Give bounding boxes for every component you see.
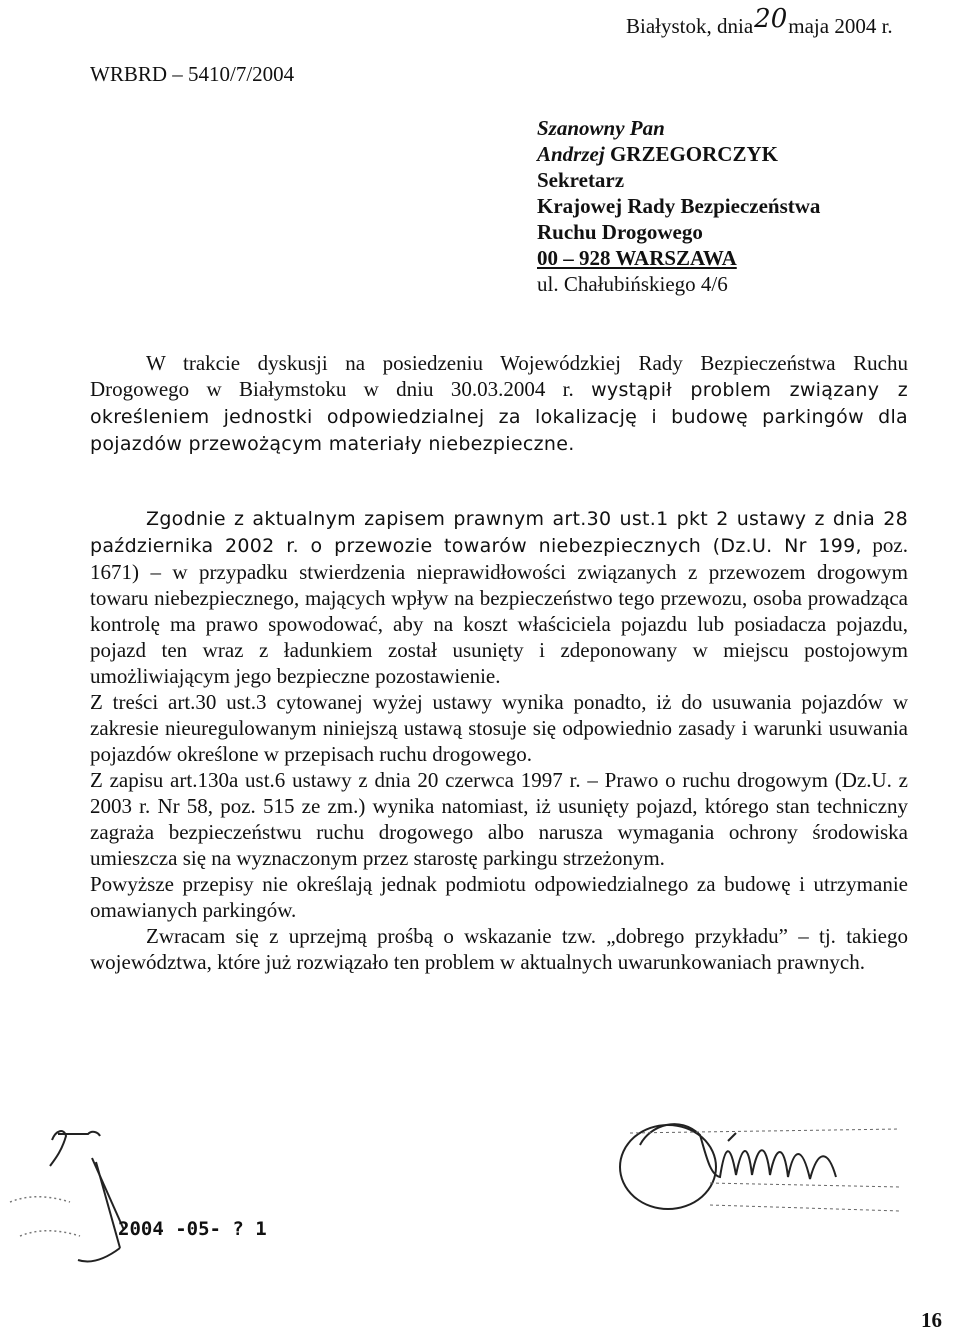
- salutation: Szanowny Pan: [537, 116, 665, 140]
- addressee-role: Sekretarz: [537, 168, 625, 192]
- date-month-year: maja 2004 r.: [788, 14, 893, 38]
- paragraph-6: Zwracam się z uprzejmą prośbą o wskazanie tzw. „dobrego przykładu” – tj. takiego województwa, które już rozwiązało ten problem w aktualnych uwarunkowaniach prawnych.: [90, 924, 908, 974]
- paragraph-2-part1: Zgodnie z aktualnym zapisem prawnym art.30 ust.1 pkt 2 ustawy z dnia 28 października 2002 r. o przewozie towarów niebezpiecznych (Dz.U. Nr 199,: [90, 508, 908, 557]
- handwritten-day: 20: [754, 4, 788, 34]
- addressee-org-line2: Ruchu Drogowego: [537, 220, 703, 244]
- first-name: Andrzej: [537, 142, 605, 166]
- paragraph-1-part1: W trakcie dyskusji na posiedzeniu Wojewódzkiej Rady Bezpieczeństwa Ruchu Drogowego w Białymstoku w dniu 30.03.2004 r.: [90, 351, 908, 401]
- paragraph-1: [90, 350, 908, 457]
- paragraph-4: Z zapisu art.130a ust.6 ustawy z dnia 20 czerwca 1997 r. – Prawo o ruchu drogowym (Dz.U. z 2003 r. Nr 58, poz. 515 ze zm.) wynika natomiast, iż usunięty pojazd, którego stan techniczny zagraża bezpieczeństwu ruchu drogowego albo narusza wymagania ochrony środowiska umieszcza się na wyznaczonym przez starostę parkingu strzeżonym.: [90, 768, 908, 870]
- signature-stamp-graphic: [610, 1105, 910, 1225]
- reference-number: WRBRD – 5410/7/2004: [90, 62, 295, 86]
- page-number: 16: [921, 1308, 942, 1332]
- letter-date: [626, 4, 893, 40]
- letter-body: [90, 505, 908, 975]
- paragraph-2: [90, 505, 908, 689]
- paragraph-3: Z treści art.30 ust.3 cytowanej wyżej ustawy wynika ponadto, iż do usuwania pojazdów w zakresie nieuregulowanym niniejszą ustawą stosuje się odpowiednio zasady i warunki usuwania pojazdów określone w przepisach ruchu drogowego.: [90, 690, 908, 766]
- addressee-org-line1: Krajowej Rady Bezpieczeństwa: [537, 194, 821, 218]
- addressee-block: [537, 115, 820, 297]
- received-date-stamp: 2004 -05- ? 1: [118, 1218, 267, 1240]
- last-name: GRZEGORCZYK: [609, 142, 778, 166]
- paragraph-5: Powyższe przepisy nie określają jednak podmiotu odpowiedzialnego za budowę i utrzymanie omawianych parkingów.: [90, 872, 908, 922]
- addressee-postal-city: 00 – 928 WARSZAWA: [537, 246, 737, 270]
- date-place-prefix: Białystok, dnia: [626, 14, 754, 38]
- addressee-name: [537, 141, 820, 167]
- addressee-street: ul. Chałubińskiego 4/6: [537, 272, 728, 296]
- received-stamp-graphic: [0, 1110, 300, 1290]
- paragraph-1-part2: wystąpił problem związany z określeniem jednostki odpowiedzialnej za lokalizację i budowę parkingów dla pojazdów przewożącym materiały niebezpieczne.: [90, 379, 909, 455]
- paragraph-2-part2: poz. 1671) – w przypadku stwierdzenia nieprawidłowości związanych z przewozem drogowym towaru niebezpiecznego, mających wpływ na bezpieczeństwo tego przewozu, osoba prowadząca kontrolę ma prawo spowodować, aby na koszt właściciela pojazdu lub posiadacza pojazdu, pojazd ten wraz z ładunkiem został usunięty i zdeponowany w miejscu postojowym umożliwiającym jego bezpieczne pozostawienie.: [90, 533, 908, 688]
